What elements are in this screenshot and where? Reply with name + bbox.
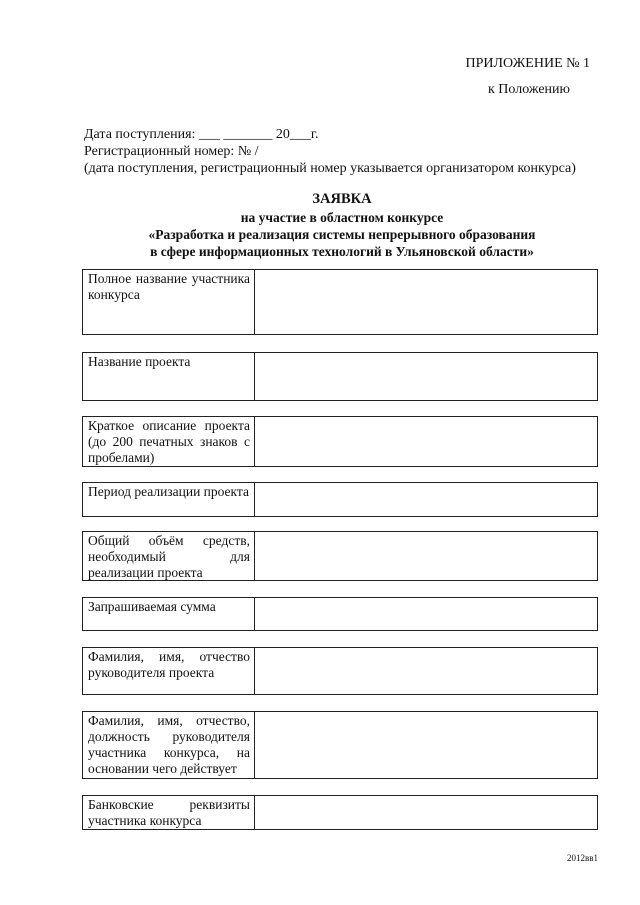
appendix-subtitle: к Положению	[487, 82, 570, 97]
heading-line-3: «Разработка и реализация системы непрерывного образования	[148, 227, 536, 242]
application-heading	[84, 191, 600, 260]
field-label: Период реализации проекта	[83, 483, 255, 516]
field-value-bank-details[interactable]	[255, 796, 597, 829]
form-row-project-period	[82, 482, 598, 517]
field-value-project-manager[interactable]	[255, 648, 597, 694]
field-value-requested-amount[interactable]	[255, 598, 597, 630]
field-label: Запрашиваемая сумма	[83, 598, 255, 630]
field-label: Название проекта	[83, 353, 255, 400]
form-row-participant-name	[82, 269, 598, 335]
form-row-organization-head	[82, 711, 598, 779]
field-label: Полное название участника конкурса	[83, 270, 255, 334]
form-row-project-manager	[82, 647, 598, 695]
field-label: Банковские реквизиты участника конкурса	[83, 796, 255, 829]
form-row-total-funds	[82, 531, 598, 581]
form-row-project-description	[82, 416, 598, 467]
field-value-participant-name[interactable]	[255, 270, 597, 334]
heading-line-2: на участие в областном конкурсе	[240, 210, 444, 225]
field-label: Фамилия, имя, отчество, должность руководителя участника конкурса, на основании чего действует	[83, 712, 255, 778]
intake-registration-line: Регистрационный номер: № /	[84, 144, 259, 159]
field-value-organization-head[interactable]	[255, 712, 597, 778]
intake-date-line: Дата поступления: ___ _______ 20___г.	[84, 127, 319, 142]
field-value-total-funds[interactable]	[255, 532, 597, 580]
form-row-requested-amount	[82, 597, 598, 631]
heading-line-4: в сфере информационных технологий в Ульяновской области»	[150, 244, 534, 259]
field-label: Фамилия, имя, отчество руководителя проекта	[83, 648, 255, 694]
form-row-bank-details	[82, 795, 598, 830]
field-label: Общий объём средств, необходимый для реализации проекта	[83, 532, 255, 580]
appendix-title: ПРИЛОЖЕНИЕ № 1	[465, 56, 590, 71]
intake-block	[84, 126, 576, 177]
heading-title: ЗАЯВКА	[312, 191, 372, 207]
field-label: Краткое описание проекта (до 200 печатных знаков с пробелами)	[83, 417, 255, 466]
intake-note-line: (дата поступления, регистрационный номер указывается организатором конкурса)	[84, 161, 576, 176]
form-row-project-name	[82, 352, 598, 401]
field-value-project-description[interactable]	[255, 417, 597, 466]
footer-code: 2012вв1	[567, 853, 598, 863]
field-value-project-name[interactable]	[255, 353, 597, 400]
field-value-project-period[interactable]	[255, 483, 597, 516]
